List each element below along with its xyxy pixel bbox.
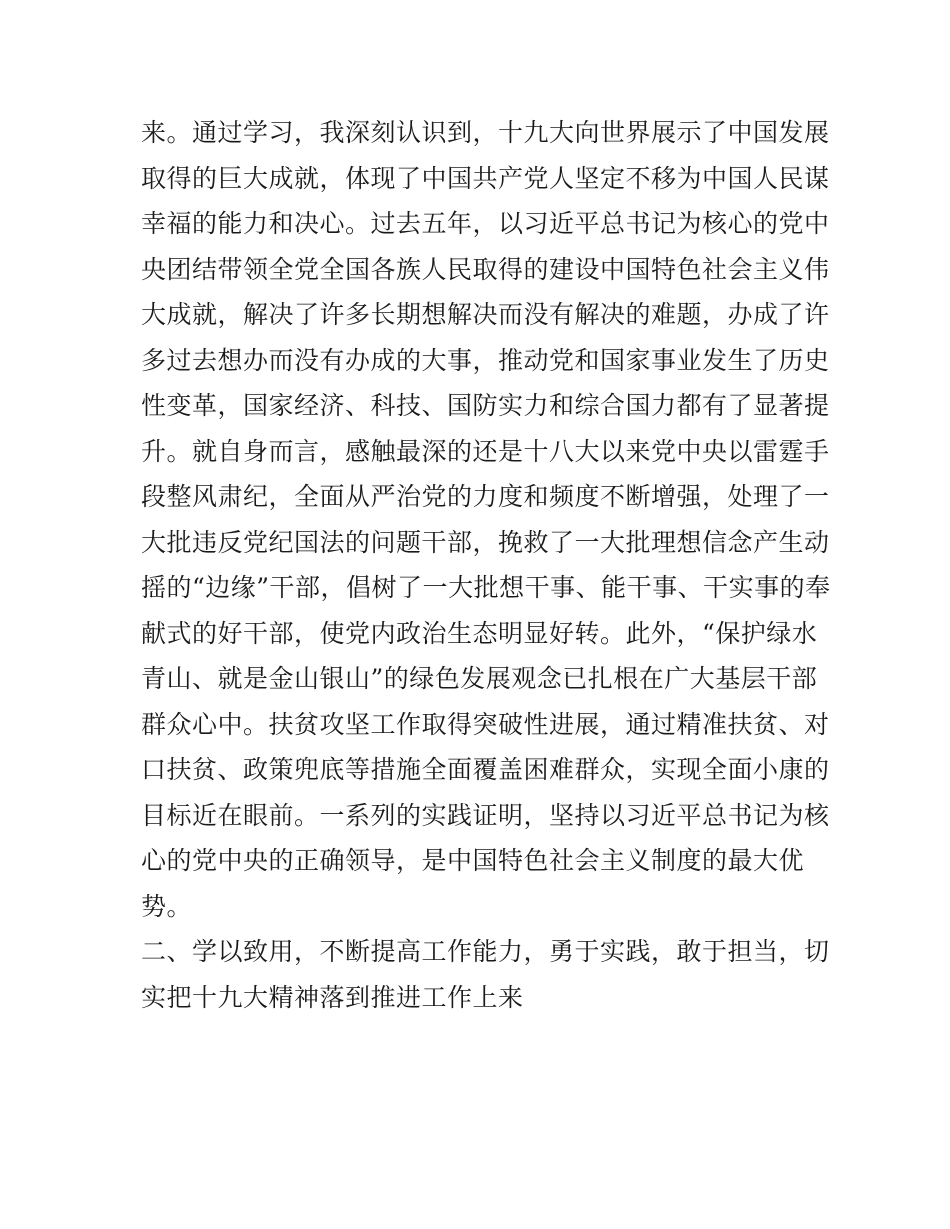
body-text	[141, 110, 831, 1020]
text-line: 段整风肃纪，全面从严治党的力度和频度不断增强，处理了一	[141, 482, 830, 511]
text-line: 多过去想办而没有办成的大事，推动党和国家事业发生了历史	[141, 345, 830, 375]
text-line: 口扶贫、政策兜底等措施全面覆盖困难群众，实现全面小康的	[141, 755, 830, 784]
text-line: 取得的巨大成就，体现了中国共产党人坚定不移为中国人民谋	[141, 163, 830, 193]
text-line: 大批违反党纪国法的问题干部，挽救了一大批理想信念产生动	[141, 527, 830, 557]
section-heading-line: 实把十九大精神落到推进工作上来	[141, 982, 524, 1012]
text-line: 来。通过学习，我深刻认识到，十九大向世界展示了中国发展	[141, 118, 830, 147]
text-line: 央团结带领全党全国各族人民取得的建设中国特色社会主义伟	[141, 254, 830, 284]
text-line: 幸福的能力和决心。过去五年，以习近平总书记为核心的党中	[141, 209, 830, 238]
text-line: 大成就，解决了许多长期想解决而没有解决的难题，办成了许	[141, 300, 830, 329]
text-line: 群众心中。扶贫攻坚工作取得突破性进展，通过精准扶贫、对	[141, 709, 830, 739]
text-line: 青山、就是金山银山”的绿色发展观念已扎根在广大基层干部	[141, 664, 818, 693]
section-heading-line: 二、学以致用，不断提高工作能力，勇于实践，敢于担当，切	[141, 937, 830, 966]
text-line: 势。	[141, 891, 193, 921]
text-line: 目标近在眼前。一系列的实践证明，坚持以习近平总书记为核	[141, 800, 830, 830]
text-line: 升。就自身而言，感触最深的还是十八大以来党中央以雷霆手	[141, 436, 830, 466]
text-line: 心的党中央的正确领导，是中国特色社会主义制度的最大优	[141, 846, 805, 875]
text-line: 摇的“边缘”干部，倡树了一大批想干事、能干事、干实事的奉	[141, 573, 831, 602]
text-line: 性变革，国家经济、科技、国防实力和综合国力都有了显著提	[141, 391, 830, 420]
text-line: 献式的好干部，使党内政治生态明显好转。此外，“保护绿水	[141, 618, 818, 648]
